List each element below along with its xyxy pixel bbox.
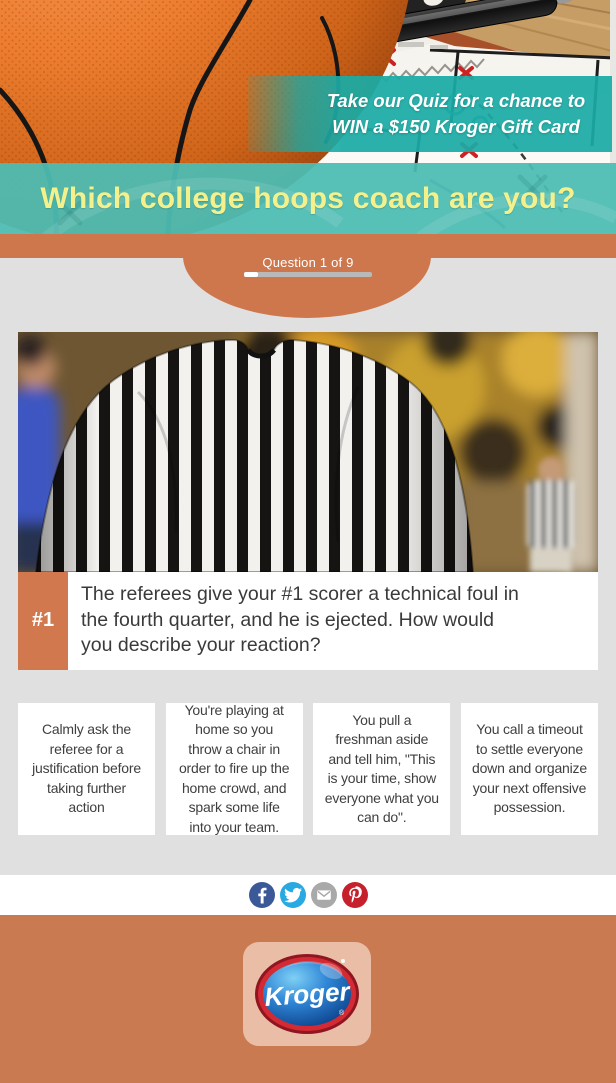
kroger-wordmark: Kroger — [263, 976, 351, 1012]
progress-section — [0, 234, 616, 330]
kroger-logo — [251, 949, 363, 1039]
kroger-logo-card[interactable] — [243, 942, 371, 1046]
quiz-title-banner — [0, 163, 616, 234]
question-box — [18, 572, 598, 670]
footer — [0, 915, 616, 1083]
question-text: The referees give your #1 scorer a technical foul in the fourth quarter, and he is ejected. How would you describe your reaction? — [68, 572, 598, 670]
pinterest-icon — [342, 882, 368, 908]
answer-option-1-text: Calmly ask the referee for a justification before taking further action — [32, 721, 141, 816]
header-hero-image — [0, 0, 616, 234]
answer-option-4-text: You call a timeout to settle everyone down and organize your next offensive possession. — [472, 721, 587, 816]
question-counter: Question 1 of 9 — [262, 255, 354, 270]
promo-banner — [248, 76, 612, 152]
pinterest-share-button[interactable] — [342, 882, 368, 908]
twitter-share-button[interactable] — [280, 882, 306, 908]
progress-bar — [244, 272, 372, 277]
social-share-bar — [0, 875, 616, 915]
answer-option-1[interactable] — [18, 703, 155, 835]
answer-option-2-text: You're playing at home so you throw a chair in order to fire up the home crowd, and spark some life into your team. — [178, 701, 290, 835]
twitter-icon — [280, 882, 306, 908]
answer-option-3[interactable] — [313, 703, 450, 835]
answer-option-4[interactable] — [461, 703, 598, 835]
email-share-button[interactable] — [311, 882, 337, 908]
registered-mark: ® — [339, 1010, 345, 1017]
facebook-icon — [249, 882, 275, 908]
promo-text — [248, 88, 612, 140]
question-number-badge: #1 — [18, 572, 68, 670]
answer-options — [18, 703, 598, 835]
progress-bar-fill — [244, 272, 258, 277]
answer-option-3-text: You pull a freshman aside and tell him, "This is your time, show everyone what you can do". — [324, 711, 439, 825]
email-icon — [311, 882, 337, 908]
referee-photo — [18, 332, 598, 572]
promo-line-1: Take our Quiz for a chance to — [326, 90, 586, 111]
quiz-title: Which college hoops coach are you? — [40, 181, 576, 215]
promo-line-2: WIN a $150 Kroger Gift Card — [332, 116, 580, 137]
facebook-share-button[interactable] — [249, 882, 275, 908]
answer-option-2[interactable] — [166, 703, 303, 835]
